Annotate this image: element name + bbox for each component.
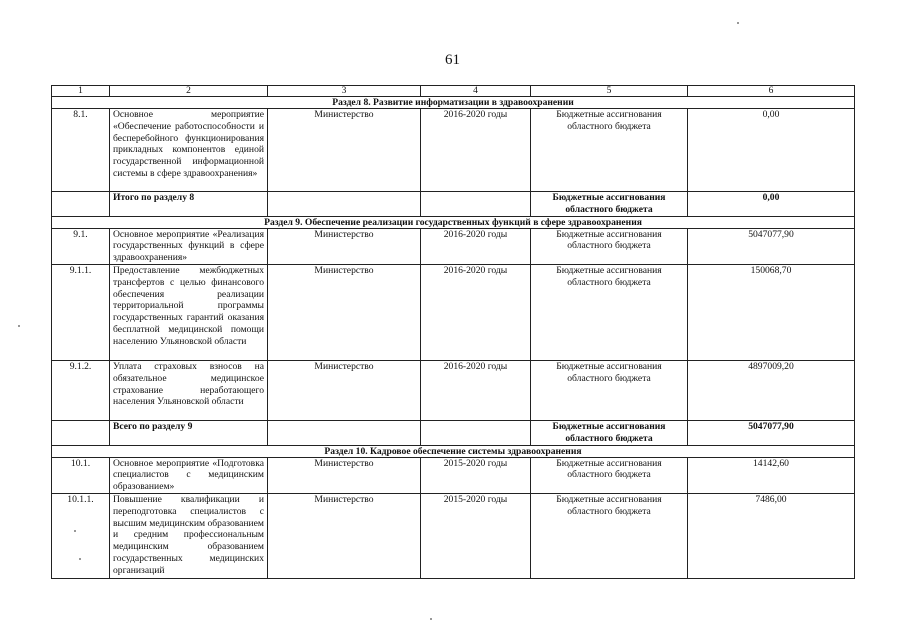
period: 2016-2020 годы [421, 109, 531, 192]
executor: Министерство [268, 109, 421, 192]
period: 2015-2020 годы [421, 457, 531, 493]
section-title: Раздел 10. Кадровое обеспечение системы здравоохранения [52, 445, 855, 457]
period: 2016-2020 годы [421, 228, 531, 264]
total-label: Всего по разделу 9 [110, 420, 268, 445]
funding-source: Бюджетные ассигнования областного бюджета [531, 109, 688, 192]
executor: Министерство [268, 457, 421, 493]
executor: Министерство [268, 264, 421, 360]
funding-source: Бюджетные ассигнования областного бюджета [531, 493, 688, 578]
amount: 5047077,90 [688, 228, 855, 264]
table-row [52, 228, 855, 264]
column-header: 4 [421, 86, 531, 97]
amount: 0,00 [688, 109, 855, 192]
funding-source: Бюджетные ассигнования областного бюджета [531, 457, 688, 493]
executor: Министерство [268, 228, 421, 264]
item-number: 9.1. [52, 228, 110, 264]
executor: Министерство [268, 360, 421, 420]
funding-source: Бюджетные ассигнования областного бюджета [531, 228, 688, 264]
scan-speck [79, 558, 81, 560]
scan-speck [737, 22, 739, 24]
total-label: Итого по разделу 8 [110, 192, 268, 217]
funding-source: Бюджетные ассигнования областного бюджета [531, 264, 688, 360]
amount: 14142,60 [688, 457, 855, 493]
column-header: 6 [688, 86, 855, 97]
column-header: 3 [268, 86, 421, 97]
period: 2015-2020 годы [421, 493, 531, 578]
table-row [52, 264, 855, 360]
amount: 4897009,20 [688, 360, 855, 420]
total-row [52, 420, 855, 445]
column-header: 2 [110, 86, 268, 97]
funding-source: Бюджетные ассигнования областного бюджета [531, 192, 688, 217]
total-amount: 5047077,90 [688, 420, 855, 445]
item-number: 8.1. [52, 109, 110, 192]
event-name: Повышение квалификации и переподготовка специалистов с высшим медицинским образованием и средним профессиональным медицинским образованием государственных медицинских организаций [110, 493, 268, 578]
event-name: Основное мероприятие «Обеспечение работоспособности и бесперебойного функционирования прикладных компонентов единой государственной информационной системы в сфере здравоохранения» [110, 109, 268, 192]
item-number: 10.1.1. [52, 493, 110, 578]
table-row [52, 493, 855, 578]
executor: Министерство [268, 493, 421, 578]
amount: 150068,70 [688, 264, 855, 360]
section-header-row [52, 216, 855, 228]
budget-table [51, 85, 855, 579]
event-name: Основное мероприятие «Подготовка специалистов с медицинским образованием» [110, 457, 268, 493]
funding-source: Бюджетные ассигнования областного бюджета [531, 420, 688, 445]
section-header-row [52, 445, 855, 457]
section-title: Раздел 8. Развитие информатизации в здравоохранении [52, 97, 855, 109]
section-title: Раздел 9. Обеспечение реализации государственных функций в сфере здравоохранения [52, 216, 855, 228]
column-number-row [52, 86, 855, 97]
table-row [52, 457, 855, 493]
total-row [52, 192, 855, 217]
period: 2016-2020 годы [421, 264, 531, 360]
event-name: Основное мероприятие «Реализация государственных функций в сфере здравоохранения» [110, 228, 268, 264]
period: 2016-2020 годы [421, 360, 531, 420]
event-name: Предоставление межбюджетных трансфертов с целью финансового обеспечения реализации территориальной программы государственных гарантий оказания бесплатной медицинской помощи населению Ульяновской области [110, 264, 268, 360]
item-number: 9.1.1. [52, 264, 110, 360]
section-header-row [52, 97, 855, 109]
scan-speck [18, 325, 20, 327]
item-number: 9.1.2. [52, 360, 110, 420]
page-number: 61 [445, 52, 460, 68]
column-header: 1 [52, 86, 110, 97]
amount: 7486,00 [688, 493, 855, 578]
scan-speck [430, 618, 432, 620]
item-number: 10.1. [52, 457, 110, 493]
table-row [52, 360, 855, 420]
column-header: 5 [531, 86, 688, 97]
table-row [52, 109, 855, 192]
event-name: Уплата страховых взносов на обязательное медицинское страхование неработающего населения Ульяновской области [110, 360, 268, 420]
scan-speck [74, 530, 76, 532]
total-amount: 0,00 [688, 192, 855, 217]
funding-source: Бюджетные ассигнования областного бюджета [531, 360, 688, 420]
